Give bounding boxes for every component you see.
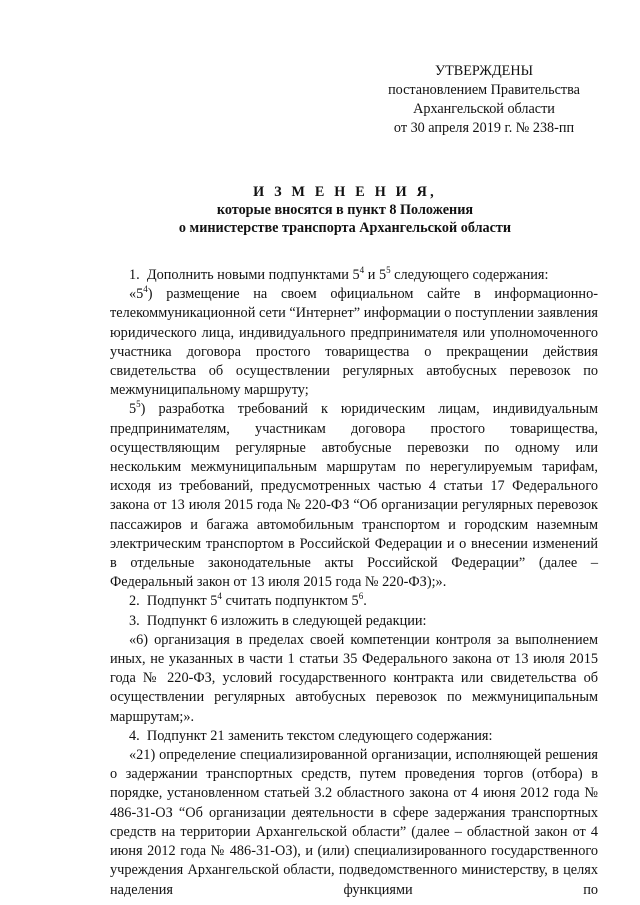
document-title: И З М Е Н Е Н И Я, [253, 184, 437, 200]
superscript: 4 [143, 284, 148, 295]
paragraph-1 [110, 266, 598, 285]
superscript: 5 [386, 265, 391, 275]
paragraph-8: «21) определение специализированной организации, исполняющей решения о задержании транспортных средств, путем проведения торгов (отбора) в порядке, установленном статьей 3.2 областного закона от 4 июня 2012 года № 486-31-ОЗ “Об организации деятельности в сфере задержания транспортных средств на территории Архангельской области” (далее – областной закон от 4 июня 2012 года № 486-31-ОЗ), и (или) специализированного государственного учреждения Архангельской области, подведомственного министерству, в целях наделения функциями по [110, 747, 598, 898]
paragraph-7: 4. Подпункт 21 заменить текстом следующего содержания: [129, 727, 493, 744]
document-subtitle: которые вносятся в пункт 8 Положения [216, 202, 474, 218]
approval-authority: постановлением Правительства [388, 82, 580, 98]
paragraph-5: 3. Подпункт 6 изложить в следующей редакции: [129, 612, 427, 629]
paragraph-text: 5 [129, 401, 137, 418]
approval-date: от 30 апреля 2019 г. № 238-пп [393, 120, 575, 136]
paragraph-2 [110, 285, 598, 400]
paragraph-6: «6) организация в пределах своей компетенции контроля за выполнением иных, не указанных в части 1 статьи 35 Федерального закона от 13 июля 2015 года № 220-ФЗ, условий государственного контракта или свидетельства об осуществлении регулярных автобусных перевозок по межмуниципальным маршрутам;». [110, 631, 598, 725]
document-body [110, 266, 598, 900]
paragraph-text: следующего содержания: [390, 267, 549, 283]
paragraph-3 [110, 400, 598, 592]
paragraph-text: ) разработка требований к юридическим лицам, индивидуальным предпринимателям, участникам договора простого товарищества, осуществляющим регулярные автобусные перевозки по одному или нескольким межмуниципальным маршрутам по нерегулируемым тарифам, исходя из требований, предусмотренных частью 4 статьи 17 Федерального закона от 13 июля 2015 года № 220-ФЗ “Об организации регулярных перевозок пассажиров и багажа автомобильным транспортом и городским наземным электрическим транспортом в Российской Федерации и о внесении изменений в отдельные законодательные акты Российской Федерации” (далее – Федеральный закон от 13 июля 2015 года № 220-ФЗ);». [110, 401, 598, 591]
approval-region: Архангельской области [413, 101, 555, 117]
approval-stamp [364, 62, 604, 138]
paragraph-4 [110, 592, 598, 611]
paragraph-text: считать подпунктом 5 [221, 593, 359, 610]
approval-title: УТВЕРЖДЕНЫ [435, 63, 533, 79]
paragraph-text: . [363, 593, 367, 610]
superscript: 4 [217, 591, 222, 602]
document-heading [95, 183, 595, 237]
paragraph-text: ) размещение на своем официальном сайте в информационно-телекоммуникационной сети “Интернет” информации о поступлении заявления юридического лица, индивидуального предпринимателя или уполномоченного участника договора простого товарищества о прекращении действия свидетельства об осуществлении регулярных автобусных перевозок по межмуниципальному маршруту; [110, 286, 598, 399]
paragraph-text: и 5 [364, 267, 387, 283]
paragraph-text: 2. Подпункт 5 [129, 593, 218, 610]
paragraph-text: «5 [129, 286, 144, 303]
paragraph-text: 1. Дополнить новыми подпунктами 5 [129, 267, 360, 283]
document-subtitle-2: о министерстве транспорта Архангельской области [178, 220, 512, 236]
superscript: 6 [358, 591, 364, 602]
superscript: 5 [136, 399, 141, 410]
superscript: 4 [359, 265, 365, 275]
